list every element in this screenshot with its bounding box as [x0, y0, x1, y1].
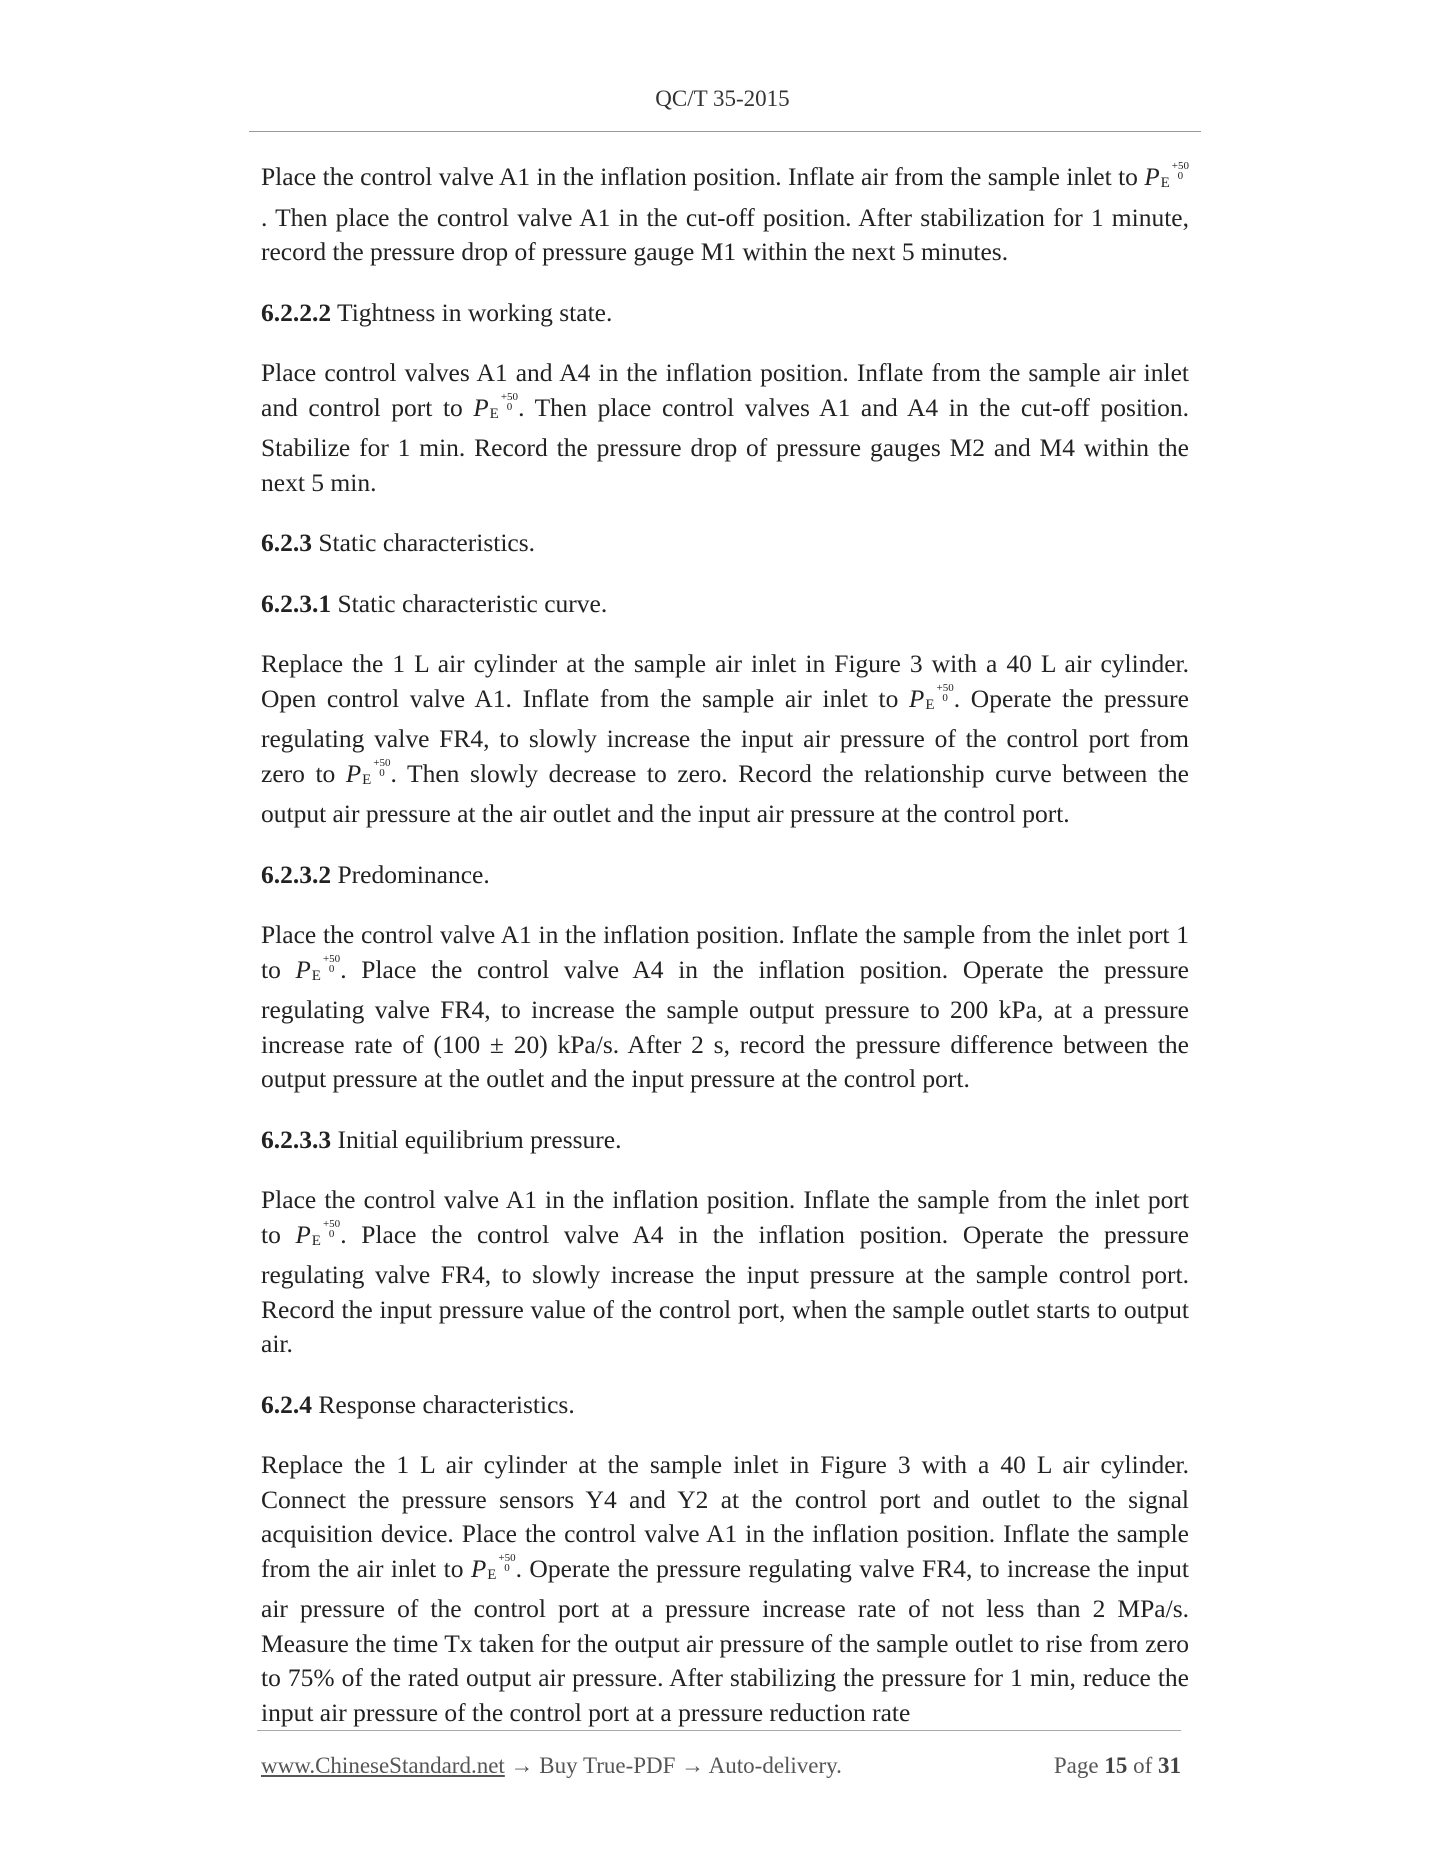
- pe-symbol: PE+50 0: [295, 952, 341, 984]
- paragraph: Replace the 1 L air cylinder at the sample inlet in Figure 3 with a 40 L air cylinder. Connect the pressure sensors Y4 and Y2 at the control port and outlet to the signal acquisition device. Place the control valve A1 in the inflation position. Inflate the sample from the air inlet to PE+50 0 . Operate the pressure regulating valve FR4, to increase the input air pressure of the control port at a pressure increase rate of not less than 2 MPa/s. Measure the time Tx taken for the output air pressure of the sample outlet to rise from zero to 75% of the rated output air pressure. After stabilizing the pressure for 1 min, reduce the input air pressure of the control port at a pressure reduction rate: [261, 1450, 1189, 1727]
- paragraph: Place the control valve A1 in the inflation position. Inflate the sample from the inlet port to PE+50 0 . Place the control valve A4 in the inflation position. Operate the pressure regulating valve FR4, to slowly increase the input pressure at the sample control port. Record the input pressure value of the control port, when the sample outlet starts to output air.: [261, 1185, 1189, 1358]
- section-heading: 6.2.3.2 Predominance.: [261, 859, 490, 889]
- paragraph: Place the control valve A1 in the inflation position. Inflate the sample from the inlet port 1 to PE+50 0 . Place the control valve A4 in the inflation position. Operate the pressure regulating valve FR4, to increase the sample output pressure to 200 kPa, at a pressure increase rate of (100 ± 20) kPa/s. After 2 s, record the pressure difference between the output pressure at the outlet and the input pressure at the control port.: [261, 920, 1189, 1093]
- pe-symbol: PE+50 0: [1144, 160, 1189, 191]
- page-header: QC/T 35-2015: [655, 86, 790, 111]
- paragraph: Place the control valve A1 in the inflation position. Inflate air from the sample inlet to PE+50 0. Then place the control valve A1 in the cut-off position. After stabilization for 1 minute, record the pressure drop of pressure gauge M1 within the next 5 minutes.: [261, 160, 1189, 266]
- header-divider: [249, 131, 1201, 132]
- pe-symbol: PE+50 0: [470, 1551, 516, 1583]
- section-heading: 6.2.3.3 Initial equilibrium pressure.: [261, 1124, 622, 1154]
- section-heading: 6.2.2.2 Tightness in working state.: [261, 297, 613, 327]
- website-link[interactable]: www.ChineseStandard.net: [261, 1753, 505, 1778]
- pe-symbol: PE+50 0: [345, 756, 391, 788]
- section-heading: 6.2.4 Response characteristics.: [261, 1389, 575, 1419]
- page-footer: [261, 1753, 1181, 1779]
- footer-tagline: → Buy True-PDF → Auto-delivery.: [504, 1753, 842, 1778]
- paragraph: Replace the 1 L air cylinder at the sample air inlet in Figure 3 with a 40 L air cylinder. Open control valve A1. Inflate from the sample air inlet to PE+50 0 . Operate the pressure regulating valve FR4, to slowly increase the input air pressure of the control port from zero to PE+50 0 . Then slowly decrease to zero. Record the relationship curve between the output air pressure at the air outlet and the input air pressure at the control port.: [261, 649, 1189, 828]
- section-heading: 6.2.3.1 Static characteristic curve.: [261, 588, 608, 618]
- document-body: [261, 160, 1189, 1756]
- paragraph: Place control valves A1 and A4 in the inflation position. Inflate from the sample air inlet and control port to PE+50 0 . Then place control valves A1 and A4 in the cut-off position. Stabilize for 1 min. Record the pressure drop of pressure gauges M2 and M4 within the next 5 min.: [261, 358, 1189, 497]
- pe-symbol: PE+50 0: [473, 390, 519, 422]
- footer-divider: [257, 1730, 1181, 1731]
- section-heading: 6.2.3 Static characteristics.: [261, 528, 536, 557]
- page-number: Page 15 of 31: [1053, 1753, 1181, 1778]
- pe-symbol: PE+50 0: [909, 681, 954, 713]
- pe-symbol: PE+50 0: [295, 1217, 341, 1249]
